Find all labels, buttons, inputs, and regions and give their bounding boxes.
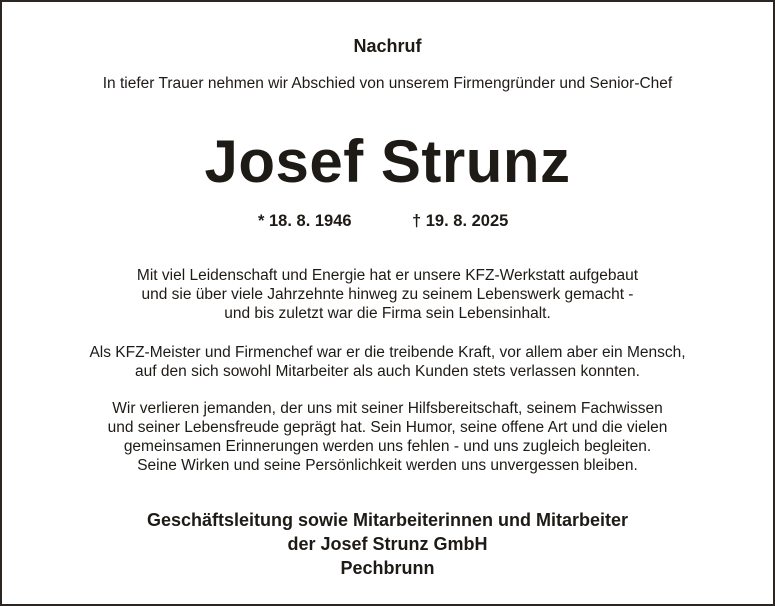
paragraph-line: und bis zuletzt war die Firma sein Lebensinhalt. [224,305,551,322]
paragraph-line: Seine Wirken und seine Persönlichkeit werden uns unvergessen bleiben. [137,457,638,474]
birth-date: * 18. 8. 1946 [258,212,352,230]
paragraph-1 [2,266,773,323]
life-dates [2,210,773,232]
paragraph-line: und sie über viele Jahrzehnte hinweg zu seinem Lebenswerk gemacht - [141,286,634,303]
signature-block [2,508,773,580]
intro-text: In tiefer Trauer nehmen wir Abschied von unserem Firmengründer und Senior-Chef [102,75,673,92]
paragraph-line: Als KFZ-Meister und Firmenchef war er die treibende Kraft, vor allem aber ein Mensch, [89,344,686,361]
death-date: † 19. 8. 2025 [412,212,509,230]
signature-line: Geschäftsleitung sowie Mitarbeiterinnen und Mitarbeiter [146,510,629,530]
paragraph-line: Wir verlieren jemanden, der uns mit seiner Hilfsbereitschaft, seinem Fachwissen [112,400,663,417]
paragraph-line: Mit viel Leidenschaft und Energie hat er unsere KFZ-Werkstatt aufgebaut [136,267,639,284]
notice-heading: Nachruf [353,36,422,56]
deceased-name: Josef Strunz [204,128,571,195]
paragraph-line: und seiner Lebensfreude geprägt hat. Sein Humor, seine offene Art und die vielen [107,419,668,436]
paragraph-line: gemeinsamen Erinnerungen werden uns fehlen - und uns zugleich begleiten. [123,438,652,455]
paragraph-2 [2,343,773,381]
paragraph-line: auf den sich sowohl Mitarbeiter als auch Kunden stets verlassen konnten. [135,363,640,380]
signature-line: Pechbrunn [340,558,435,578]
signature-line: der Josef Strunz GmbH [287,534,488,554]
paragraph-3 [2,399,773,475]
